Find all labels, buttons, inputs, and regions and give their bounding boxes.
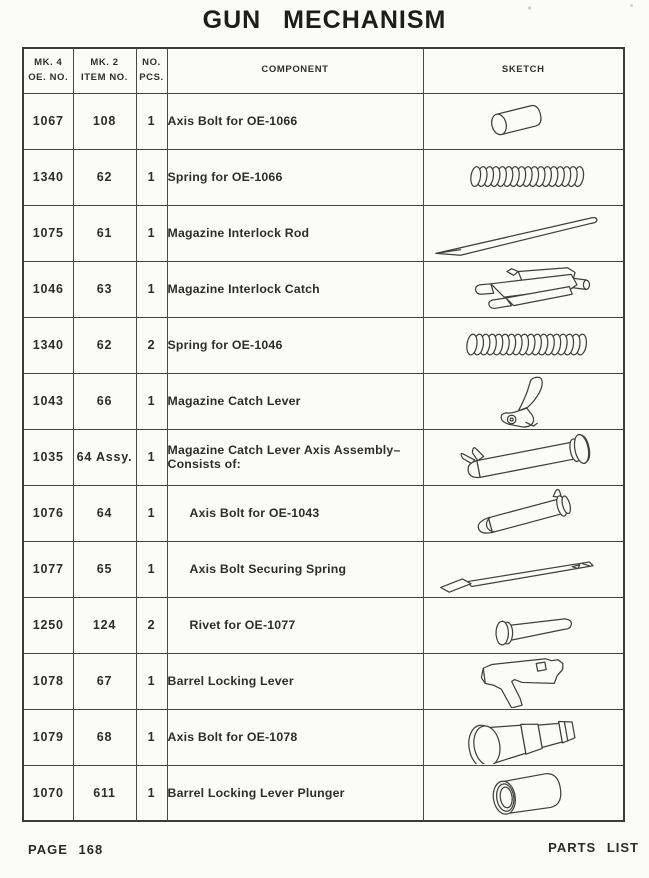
cell-oe-no — [23, 709, 73, 765]
pcs-value: 2 — [147, 618, 156, 632]
cell-oe-no — [23, 149, 73, 205]
coil-spring-long-sketch — [425, 319, 622, 372]
cell-item-no — [73, 261, 136, 317]
cell-sketch — [423, 597, 624, 653]
cell-sketch — [423, 373, 624, 429]
table-row — [23, 261, 624, 317]
cell-sketch — [423, 653, 624, 709]
item-no-value: 65 — [96, 562, 113, 576]
cell-oe-no — [23, 261, 73, 317]
header-label: MK. 4 — [34, 57, 63, 69]
item-no-value: 124 — [92, 618, 117, 632]
header-label: OE. NO. — [28, 71, 69, 83]
cell-item-no — [73, 653, 136, 709]
oe-no-value: 1035 — [32, 450, 64, 464]
cell-sketch — [423, 93, 624, 149]
table-row — [23, 373, 624, 429]
oe-no-value: 1078 — [32, 674, 64, 688]
cell-pcs — [136, 597, 167, 653]
pcs-value: 1 — [147, 562, 156, 576]
header-label: COMPONENT — [261, 64, 329, 76]
cell-oe-no — [23, 653, 73, 709]
cell-oe-no — [23, 93, 73, 149]
header-row — [23, 48, 624, 93]
item-no-value: 66 — [96, 394, 113, 408]
securing-spring-sketch — [425, 543, 622, 596]
cell-pcs — [136, 373, 167, 429]
table-row — [23, 485, 624, 541]
pcs-value: 2 — [147, 338, 156, 352]
table-body — [23, 93, 624, 821]
col-header-mk4-oe-no — [23, 48, 73, 93]
component-label: Barrel Locking Lever — [167, 674, 294, 688]
catch-lever-sketch — [425, 375, 622, 428]
scan-speck — [630, 4, 633, 7]
pcs-value: 1 — [147, 226, 156, 240]
stepped-bolt-sketch — [425, 711, 622, 764]
table-row — [23, 317, 624, 373]
item-no-value: 61 — [96, 226, 113, 240]
parts-table — [22, 47, 625, 822]
table-row — [23, 653, 624, 709]
pcs-value: 1 — [147, 730, 156, 744]
cell-item-no — [73, 485, 136, 541]
pcs-value: 1 — [147, 114, 156, 128]
component-label: Magazine Catch Lever Axis Assembly–Consists of: — [167, 443, 401, 471]
cell-component — [167, 373, 423, 429]
pcs-value: 1 — [147, 282, 156, 296]
oe-no-value: 1046 — [32, 282, 64, 296]
cell-pcs — [136, 317, 167, 373]
interlock-rod-sketch — [425, 207, 622, 260]
item-no-value: 108 — [92, 114, 117, 128]
table-row — [23, 149, 624, 205]
pcs-value: 1 — [147, 170, 156, 184]
component-label: Magazine Interlock Rod — [167, 226, 310, 240]
component-label: Spring for OE-1046 — [167, 338, 283, 352]
cell-pcs — [136, 149, 167, 205]
plunger-sketch — [425, 766, 622, 819]
header-label: MK. 2 — [90, 57, 119, 69]
item-no-value: 62 — [96, 338, 113, 352]
cell-item-no — [73, 205, 136, 261]
component-label: Barrel Locking Lever Plunger — [167, 785, 345, 800]
cell-item-no — [73, 709, 136, 765]
cell-sketch — [423, 765, 624, 821]
component-label: Magazine Interlock Catch — [167, 282, 320, 296]
table-row — [23, 765, 624, 821]
cell-component — [167, 261, 423, 317]
oe-no-value: 1340 — [32, 338, 64, 352]
item-no-value: 64 — [96, 506, 113, 520]
oe-no-value: 1075 — [32, 226, 64, 240]
cell-sketch — [423, 317, 624, 373]
axis-assembly-sketch — [425, 431, 622, 484]
component-label: Magazine Catch Lever — [167, 394, 301, 408]
cell-component — [167, 765, 423, 821]
cell-pcs — [136, 765, 167, 821]
col-header-component — [167, 48, 423, 93]
component-label: Axis Bolt for OE-1078 — [167, 730, 298, 744]
cell-sketch — [423, 485, 624, 541]
table-row — [23, 93, 624, 149]
rivet-sketch — [425, 599, 622, 652]
axis-bolt-cylinder-sketch — [425, 95, 622, 148]
col-header-mk2-item-no — [73, 48, 136, 93]
pcs-value: 1 — [147, 506, 156, 520]
table-row — [23, 541, 624, 597]
oe-no-value: 1340 — [32, 170, 64, 184]
cell-item-no — [73, 541, 136, 597]
cell-pcs — [136, 653, 167, 709]
table-row — [23, 429, 624, 485]
cell-sketch — [423, 205, 624, 261]
page-title: GUN MECHANISM — [202, 6, 447, 34]
scan-speck — [528, 6, 531, 10]
cell-oe-no — [23, 429, 73, 485]
cell-item-no — [73, 93, 136, 149]
cell-item-no — [73, 765, 136, 821]
item-no-value: 67 — [96, 674, 113, 688]
component-label: Rivet for OE-1077 — [189, 618, 296, 632]
oe-no-value: 1077 — [32, 562, 64, 576]
item-no-value: 68 — [96, 730, 113, 744]
cell-oe-no — [23, 373, 73, 429]
coil-spring-sketch — [425, 151, 622, 204]
cell-component — [167, 429, 423, 485]
cell-pcs — [136, 93, 167, 149]
cell-pcs — [136, 205, 167, 261]
component-label: Axis Bolt for OE-1043 — [189, 506, 320, 520]
cell-component — [167, 149, 423, 205]
cell-oe-no — [23, 205, 73, 261]
page-number: PAGE 168 — [28, 842, 104, 857]
cell-component — [167, 205, 423, 261]
component-label: Spring for OE-1066 — [167, 170, 283, 184]
interlock-catch-sketch — [425, 263, 622, 316]
pcs-value: 1 — [147, 450, 156, 464]
cell-pcs — [136, 709, 167, 765]
item-no-value: 611 — [93, 785, 116, 800]
axis-bolt-flanged-sketch — [425, 487, 622, 540]
oe-no-value: 1250 — [32, 618, 64, 632]
cell-item-no — [73, 149, 136, 205]
component-label: Axis Bolt for OE-1066 — [167, 114, 298, 128]
parts-list-label: PARTS LIST — [548, 840, 639, 855]
cell-component — [167, 709, 423, 765]
cell-component — [167, 93, 423, 149]
cell-item-no — [73, 317, 136, 373]
cell-item-no — [73, 429, 136, 485]
oe-no-value: 1079 — [32, 730, 64, 744]
cell-component — [167, 541, 423, 597]
item-no-value: 63 — [96, 282, 113, 296]
cell-pcs — [136, 541, 167, 597]
cell-component — [167, 317, 423, 373]
cell-oe-no — [23, 317, 73, 373]
cell-sketch — [423, 149, 624, 205]
pcs-value: 1 — [147, 394, 156, 408]
cell-oe-no — [23, 765, 73, 821]
cell-sketch — [423, 709, 624, 765]
cell-item-no — [73, 373, 136, 429]
oe-no-value: 1076 — [32, 506, 64, 520]
cell-sketch — [423, 261, 624, 317]
header-label: NO. — [142, 57, 161, 69]
item-no-value: 62 — [96, 170, 113, 184]
cell-component — [167, 653, 423, 709]
cell-sketch — [423, 541, 624, 597]
cell-oe-no — [23, 541, 73, 597]
col-header-no-pcs — [136, 48, 167, 93]
table-row — [23, 597, 624, 653]
component-label: Axis Bolt Securing Spring — [189, 562, 347, 576]
cell-pcs — [136, 261, 167, 317]
locking-lever-sketch — [425, 655, 622, 708]
col-header-sketch — [423, 48, 624, 93]
item-no-value: 64 Assy. — [76, 450, 133, 464]
table-row — [23, 205, 624, 261]
header-label: PCS. — [139, 71, 164, 83]
cell-oe-no — [23, 485, 73, 541]
cell-pcs — [136, 429, 167, 485]
oe-no-value: 1070 — [32, 785, 64, 800]
cell-component — [167, 597, 423, 653]
cell-item-no — [73, 597, 136, 653]
header-label: ITEM NO. — [80, 71, 129, 83]
pcs-value: 1 — [147, 674, 156, 688]
header-label: SKETCH — [501, 64, 545, 76]
cell-oe-no — [23, 597, 73, 653]
cell-sketch — [423, 429, 624, 485]
oe-no-value: 1043 — [32, 394, 64, 408]
pcs-value: 1 — [147, 785, 156, 800]
table-row — [23, 709, 624, 765]
cell-pcs — [136, 485, 167, 541]
oe-no-value: 1067 — [32, 114, 64, 128]
cell-component — [167, 485, 423, 541]
